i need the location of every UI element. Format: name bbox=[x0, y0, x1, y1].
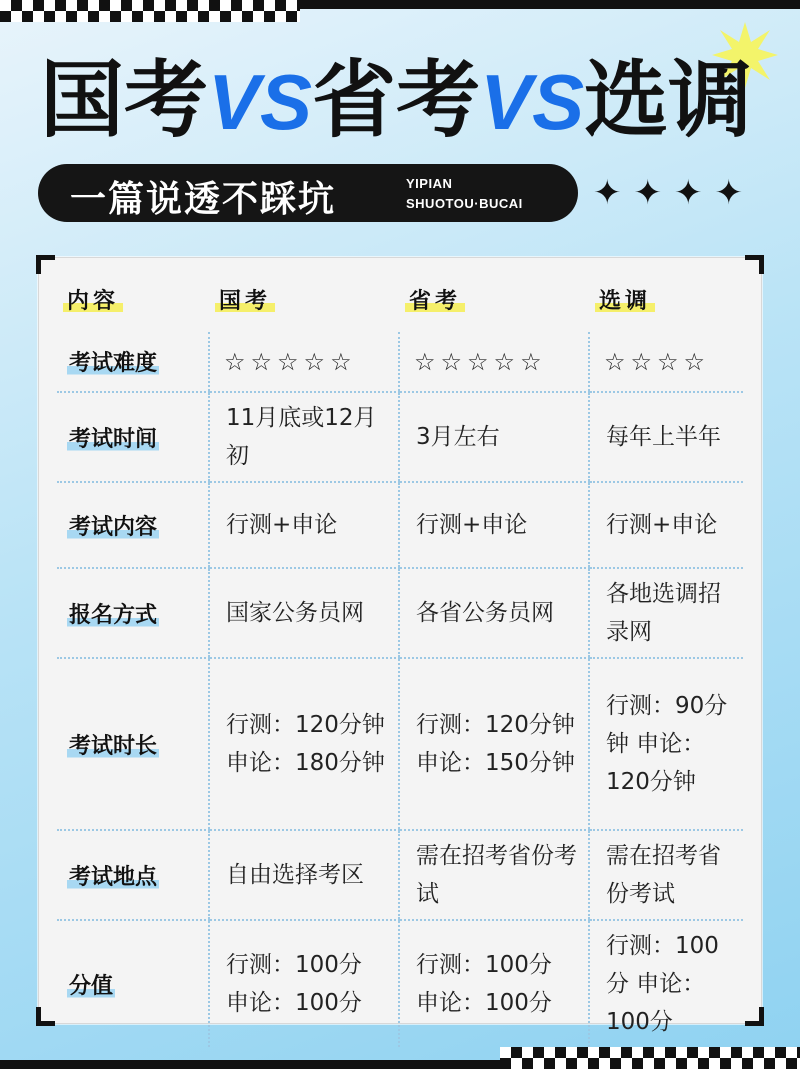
checker-decoration-top bbox=[0, 0, 300, 22]
header-label: 省考 bbox=[405, 284, 465, 315]
corner-bracket-icon bbox=[745, 255, 764, 274]
header-cell bbox=[209, 266, 399, 332]
row-label: 考试时间 bbox=[67, 422, 159, 453]
cell-text: 行测：100分 申论：100分 bbox=[416, 952, 552, 1016]
corner-bracket-icon bbox=[36, 255, 55, 274]
row-label-cell bbox=[57, 482, 209, 568]
subtitle-pinyin-line1: YIPIAN bbox=[406, 176, 453, 191]
row-label: 考试内容 bbox=[67, 510, 159, 541]
row-label: 分值 bbox=[67, 969, 115, 1000]
table-cell bbox=[399, 568, 589, 658]
subtitle-banner bbox=[38, 164, 578, 222]
cell-text: 各地选调招录网 bbox=[606, 581, 721, 645]
title-guokao: 国考 bbox=[40, 51, 209, 149]
title-xuandiao: 选调 bbox=[584, 51, 753, 149]
cell-text: 各省公务员网 bbox=[416, 600, 554, 626]
sparkle-icons: ✦✦✦✦ bbox=[593, 173, 755, 213]
table-row bbox=[57, 920, 743, 1047]
table-row bbox=[57, 658, 743, 830]
cell-text: 行测+申论 bbox=[226, 512, 338, 538]
table-cell bbox=[209, 392, 399, 482]
table-cell bbox=[589, 568, 743, 658]
title-shengkao: 省考 bbox=[312, 51, 481, 149]
table-cell bbox=[209, 482, 399, 568]
cell-text: 行测：90分钟 申论：120分钟 bbox=[606, 693, 728, 795]
table-cell bbox=[589, 332, 743, 392]
table-cell bbox=[589, 658, 743, 830]
table-cell bbox=[589, 392, 743, 482]
cell-text: 行测：100分 申论：100分 bbox=[606, 933, 719, 1035]
header-cell bbox=[57, 266, 209, 332]
header-label: 内容 bbox=[63, 284, 123, 315]
header-label: 国考 bbox=[215, 284, 275, 315]
table-header-row bbox=[57, 266, 743, 332]
table-cell bbox=[589, 830, 743, 920]
header-label: 选调 bbox=[595, 284, 655, 315]
cell-text: 需在招考省份考试 bbox=[606, 843, 721, 907]
comparison-panel bbox=[38, 257, 762, 1035]
row-label-cell bbox=[57, 658, 209, 830]
cell-text: 行测+申论 bbox=[606, 512, 718, 538]
table-cell bbox=[589, 920, 743, 1047]
cell-text: 行测：100分 申论：100分 bbox=[226, 952, 362, 1016]
cell-text: 每年上半年 bbox=[606, 424, 721, 450]
cell-text: 行测：120分钟 申论：150分钟 bbox=[416, 712, 575, 776]
table-cell bbox=[209, 830, 399, 920]
difficulty-stars: ☆☆☆☆☆ bbox=[414, 347, 547, 376]
cell-text: 自由选择考区 bbox=[226, 862, 364, 888]
title-vs-1: VS bbox=[208, 58, 313, 146]
table-cell bbox=[209, 332, 399, 392]
table-cell bbox=[209, 568, 399, 658]
row-label-cell bbox=[57, 392, 209, 482]
top-border-line bbox=[300, 0, 800, 9]
corner-bracket-icon bbox=[36, 1007, 55, 1026]
row-label: 报名方式 bbox=[67, 598, 159, 629]
row-label-cell bbox=[57, 332, 209, 392]
row-label-cell bbox=[57, 920, 209, 1047]
row-label-cell bbox=[57, 568, 209, 658]
subtitle-pinyin bbox=[406, 174, 523, 214]
table-row bbox=[57, 482, 743, 568]
comparison-table bbox=[57, 266, 743, 1047]
checker-decoration-bottom bbox=[500, 1047, 800, 1069]
table-cell bbox=[399, 482, 589, 568]
cell-text: 行测：120分钟 申论：180分钟 bbox=[226, 712, 385, 776]
table-cell bbox=[399, 658, 589, 830]
cell-text: 需在招考省份考试 bbox=[416, 843, 577, 907]
row-label: 考试难度 bbox=[67, 346, 159, 377]
table-cell bbox=[399, 392, 589, 482]
table-row bbox=[57, 332, 743, 392]
subtitle-text: 一篇说透不踩坑 bbox=[70, 179, 337, 220]
cell-text: 国家公务员网 bbox=[226, 600, 364, 626]
header-cell bbox=[589, 266, 743, 332]
row-label: 考试时长 bbox=[67, 729, 159, 760]
row-label-cell bbox=[57, 830, 209, 920]
difficulty-stars: ☆☆☆☆ bbox=[604, 347, 711, 376]
subtitle-pinyin-line2: SHUOTOU·BUCAI bbox=[406, 196, 523, 211]
table-cell bbox=[209, 658, 399, 830]
cell-text: 行测+申论 bbox=[416, 512, 528, 538]
difficulty-stars: ☆☆☆☆☆ bbox=[224, 347, 357, 376]
cell-text: 3月左右 bbox=[416, 424, 500, 450]
table-cell bbox=[399, 830, 589, 920]
table-row bbox=[57, 830, 743, 920]
table-cell bbox=[399, 920, 589, 1047]
header-cell bbox=[399, 266, 589, 332]
cell-text: 11月底或12月初 bbox=[226, 405, 377, 469]
bottom-border-line bbox=[0, 1060, 500, 1069]
table-cell bbox=[209, 920, 399, 1047]
corner-bracket-icon bbox=[745, 1007, 764, 1026]
table-cell bbox=[399, 332, 589, 392]
table-row bbox=[57, 392, 743, 482]
row-label: 考试地点 bbox=[67, 860, 159, 891]
table-cell bbox=[589, 482, 743, 568]
table-row bbox=[57, 568, 743, 658]
title-vs-2: VS bbox=[480, 58, 585, 146]
page-title bbox=[40, 52, 760, 150]
